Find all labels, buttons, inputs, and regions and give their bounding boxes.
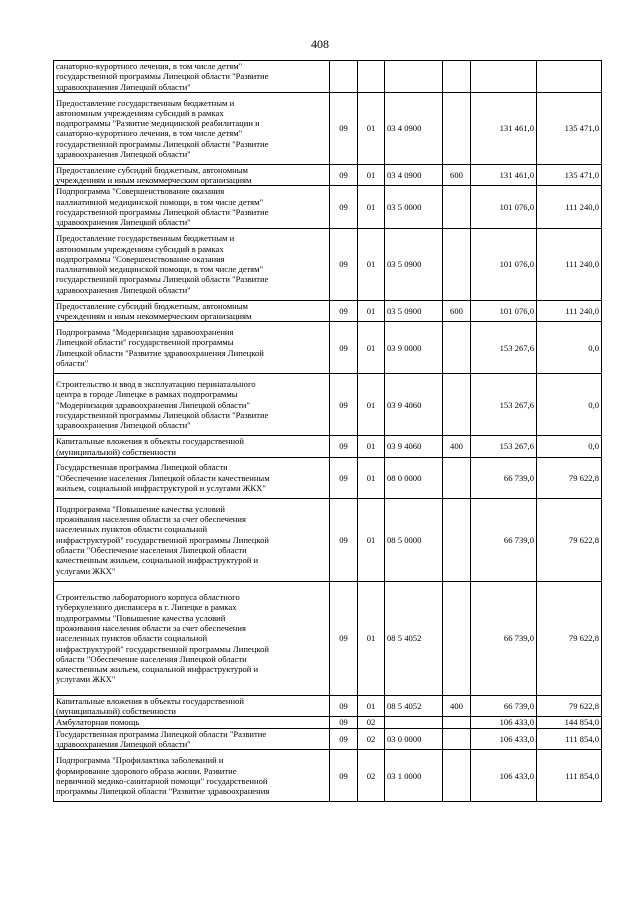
amount-year2-cell: 135 471,0 xyxy=(537,164,602,186)
amount-year1-cell xyxy=(471,61,537,93)
item-code-cell: 03 9 4060 xyxy=(385,436,443,458)
item-name-line: первичной медико-санитарной помощи" государственной xyxy=(56,775,268,786)
table-row xyxy=(54,61,602,93)
expense-type-cell xyxy=(443,581,471,695)
table-row xyxy=(54,695,602,717)
table-row xyxy=(54,322,602,374)
table-row xyxy=(54,750,602,802)
item-name-line: инфраструктурой" государственной программы Липецкой xyxy=(56,534,269,545)
item-name-line: населенных пунктов области социальной xyxy=(56,633,208,644)
amount-year2-cell: 79 622,8 xyxy=(537,498,602,581)
item-name-line: санаторно-курортного лечения, в том числе детям" xyxy=(56,61,243,71)
item-name-line: Липецкой области "Развитие здравоохранения Липецкой xyxy=(56,347,264,358)
item-code-cell: 03 1 0000 xyxy=(385,750,443,802)
item-name-line: здравоохранения Липецкой области" xyxy=(56,81,191,92)
item-name-line: Предоставление субсидий бюджетным, автономным xyxy=(56,300,248,311)
expense-type-cell xyxy=(443,61,471,93)
amount-year1-cell: 131 461,0 xyxy=(471,164,537,186)
item-name-line: санаторно-курортного лечения, в том числе детям" xyxy=(56,128,243,139)
amount-year2-cell: 79 622,8 xyxy=(537,695,602,717)
item-name-line: жильем, социальной инфраструктурой и услугами ЖКХ" xyxy=(56,483,266,493)
table-row xyxy=(54,186,602,228)
item-code-cell: 03 5 0900 xyxy=(385,228,443,300)
item-name-line: здравоохранения Липецкой области" xyxy=(56,217,191,228)
subsection-code-cell: 02 xyxy=(358,717,385,728)
expense-type-cell xyxy=(443,228,471,300)
item-name-line: области "Обеспечение населения Липецкой области xyxy=(56,545,247,555)
subsection-code-cell: 01 xyxy=(358,498,385,581)
item-name-line: подпрограммы "Развитие медицинской реабилитации и xyxy=(56,118,260,129)
amount-year2-cell xyxy=(537,61,602,93)
expense-type-cell: 600 xyxy=(443,164,471,186)
item-name-line: государственной программы Липецкой области "Развитие xyxy=(56,207,269,218)
subsection-code-cell: 01 xyxy=(358,228,385,300)
amount-year2-cell: 111 854,0 xyxy=(537,750,602,802)
item-name-cell xyxy=(54,695,330,717)
item-name-line: подпрограммы "Совершенствование оказания xyxy=(56,253,225,264)
item-name-line: (муниципальной) собственности xyxy=(56,446,176,457)
item-name-line: государственной программы Липецкой области "Развитие xyxy=(56,274,269,285)
item-name-line: качественным жильем, социальной инфраструктурой и xyxy=(56,664,259,675)
amount-year1-cell: 153 267,6 xyxy=(471,436,537,458)
subsection-code-cell: 01 xyxy=(358,164,385,186)
item-code-cell xyxy=(385,717,443,728)
item-name-cell xyxy=(54,322,330,374)
section-code-cell: 09 xyxy=(330,436,358,458)
item-name-line: Подпрограмма "Модернизация здравоохранения xyxy=(56,327,234,338)
item-name-line: Строительство и ввод в эксплуатацию перинатального xyxy=(56,379,256,390)
amount-year2-cell: 111 240,0 xyxy=(537,228,602,300)
section-code-cell: 09 xyxy=(330,322,358,374)
amount-year2-cell: 111 240,0 xyxy=(537,186,602,228)
item-name-cell xyxy=(54,581,330,695)
item-name-line: подпрограммы "Повышение качества условий xyxy=(56,612,226,623)
item-code-cell: 08 5 4052 xyxy=(385,695,443,717)
section-code-cell: 09 xyxy=(330,750,358,802)
item-name-cell xyxy=(54,61,330,93)
table-row xyxy=(54,581,602,695)
budget-table xyxy=(53,60,602,802)
item-name-line: (муниципальной) собственности xyxy=(56,706,176,717)
table-row xyxy=(54,436,602,458)
budget-table-body xyxy=(54,61,602,802)
item-name-line: Предоставление государственным бюджетным и xyxy=(56,233,235,244)
item-name-line: "Модернизация здравоохранения Липецкой области" xyxy=(56,399,250,410)
item-name-line: учреждениям и иным некоммерческим организациям xyxy=(56,310,252,321)
table-row xyxy=(54,457,602,498)
amount-year2-cell: 135 471,0 xyxy=(537,92,602,164)
item-name-line: Подпрограмма "Профилактика заболеваний и xyxy=(56,755,224,766)
section-code-cell: 09 xyxy=(330,92,358,164)
section-code-cell: 09 xyxy=(330,717,358,728)
item-name-line: услугами ЖКХ" xyxy=(56,565,116,576)
subsection-code-cell: 01 xyxy=(358,322,385,374)
item-name-cell xyxy=(54,164,330,186)
item-name-line: Амбулаторная помощь xyxy=(56,717,140,728)
section-code-cell: 09 xyxy=(330,164,358,186)
item-name-line: автономным учреждениям субсидий в рамках xyxy=(56,107,224,118)
table-row xyxy=(54,92,602,164)
item-name-line: Государственная программа Липецкой области "Развитие xyxy=(56,728,267,739)
section-code-cell: 09 xyxy=(330,498,358,581)
amount-year2-cell: 111 854,0 xyxy=(537,728,602,750)
item-name-line: автономным учреждениям субсидий в рамках xyxy=(56,243,224,254)
item-name-line: Предоставление государственным бюджетным и xyxy=(56,97,235,108)
section-code-cell: 09 xyxy=(330,728,358,750)
expense-type-cell xyxy=(443,728,471,750)
subsection-code-cell: 01 xyxy=(358,92,385,164)
item-name-cell xyxy=(54,374,330,436)
amount-year2-cell: 0,0 xyxy=(537,374,602,436)
table-row xyxy=(54,228,602,300)
item-name-line: Подпрограмма "Совершенствование оказания xyxy=(56,186,225,197)
section-code-cell xyxy=(330,61,358,93)
table-row xyxy=(54,300,602,322)
amount-year1-cell: 106 433,0 xyxy=(471,717,537,728)
section-code-cell: 09 xyxy=(330,300,358,322)
item-code-cell: 03 9 0000 xyxy=(385,322,443,374)
table-row xyxy=(54,717,602,728)
item-code-cell: 03 5 0000 xyxy=(385,186,443,228)
amount-year2-cell: 111 240,0 xyxy=(537,300,602,322)
item-name-line: формирование здорового образа жизни. Развитие xyxy=(56,765,237,776)
item-name-cell xyxy=(54,92,330,164)
item-name-line: качественным жильем, социальной инфраструктурой и xyxy=(56,555,259,566)
item-name-line: программы Липецкой области "Развитие здравоохранения xyxy=(56,786,270,797)
expense-type-cell xyxy=(443,374,471,436)
item-name-cell xyxy=(54,228,330,300)
item-name-cell xyxy=(54,717,330,728)
subsection-code-cell xyxy=(358,61,385,93)
amount-year2-cell: 0,0 xyxy=(537,322,602,374)
item-name-line: здравоохранения Липецкой области" xyxy=(56,284,191,295)
item-code-cell: 08 5 0000 xyxy=(385,498,443,581)
item-name-line: здравоохранения Липецкой области" xyxy=(56,420,191,431)
expense-type-cell xyxy=(443,186,471,228)
item-name-cell xyxy=(54,457,330,498)
subsection-code-cell: 01 xyxy=(358,374,385,436)
expense-type-cell xyxy=(443,92,471,164)
subsection-code-cell: 01 xyxy=(358,581,385,695)
expense-type-cell xyxy=(443,717,471,728)
item-name-cell xyxy=(54,436,330,458)
expense-type-cell xyxy=(443,750,471,802)
item-name-line: центра в городе Липецке в рамках подпрограммы xyxy=(56,389,238,400)
item-name-line: здравоохранения Липецкой области" xyxy=(56,148,191,159)
table-row xyxy=(54,728,602,750)
item-name-line: Капитальные вложения в объекты государственной xyxy=(56,436,244,447)
section-code-cell: 09 xyxy=(330,695,358,717)
item-name-cell xyxy=(54,186,330,228)
item-name-line: здравоохранения Липецкой области" xyxy=(56,739,191,750)
subsection-code-cell: 01 xyxy=(358,695,385,717)
subsection-code-cell: 01 xyxy=(358,186,385,228)
amount-year2-cell: 79 622,8 xyxy=(537,581,602,695)
section-code-cell: 09 xyxy=(330,374,358,436)
item-name-line: области "Обеспечение населения Липецкой области xyxy=(56,653,247,664)
subsection-code-cell: 02 xyxy=(358,750,385,802)
amount-year1-cell: 153 267,6 xyxy=(471,322,537,374)
item-code-cell: 03 9 4060 xyxy=(385,374,443,436)
item-name-line: услугами ЖКХ" xyxy=(56,674,116,685)
item-name-line: Строительство лабораторного корпуса областного xyxy=(56,592,240,603)
page-number: 408 xyxy=(311,37,329,51)
amount-year1-cell: 101 076,0 xyxy=(471,228,537,300)
amount-year2-cell: 0,0 xyxy=(537,436,602,458)
item-name-line: населенных пунктов области социальной xyxy=(56,524,208,535)
expense-type-cell xyxy=(443,457,471,498)
amount-year1-cell: 66 739,0 xyxy=(471,457,537,498)
item-name-line: государственной программы Липецкой области "Развитие xyxy=(56,71,269,82)
item-name-line: государственной программы Липецкой области "Развитие xyxy=(56,138,269,149)
amount-year1-cell: 101 076,0 xyxy=(471,300,537,322)
item-name-cell xyxy=(54,300,330,322)
item-name-line: учреждениям и иным некоммерческим организациям xyxy=(56,175,252,186)
item-name-line: области" xyxy=(56,358,89,369)
item-name-line: проживания населения области за счет обеспечения xyxy=(56,514,246,525)
item-name-cell xyxy=(54,498,330,581)
item-code-cell: 08 0 0000 xyxy=(385,457,443,498)
amount-year1-cell: 66 739,0 xyxy=(471,695,537,717)
table-row xyxy=(54,498,602,581)
amount-year2-cell: 144 854,0 xyxy=(537,717,602,728)
section-code-cell: 09 xyxy=(330,457,358,498)
amount-year1-cell: 66 739,0 xyxy=(471,498,537,581)
table-row xyxy=(54,164,602,186)
subsection-code-cell: 02 xyxy=(358,728,385,750)
item-name-line: Липецкой области" государственной программы xyxy=(56,337,234,348)
section-code-cell: 09 xyxy=(330,228,358,300)
item-name-line: паллиативной медицинской помощи, в том числе детям" xyxy=(56,264,264,275)
section-code-cell: 09 xyxy=(330,581,358,695)
expense-type-cell: 400 xyxy=(443,436,471,458)
section-code-cell: 09 xyxy=(330,186,358,228)
expense-type-cell xyxy=(443,498,471,581)
item-name-line: Подпрограмма "Повышение качества условий xyxy=(56,503,225,514)
amount-year2-cell: 79 622,8 xyxy=(537,457,602,498)
amount-year1-cell: 131 461,0 xyxy=(471,92,537,164)
item-name-line: государственной программы Липецкой области "Развитие xyxy=(56,409,269,420)
item-code-cell: 03 4 0900 xyxy=(385,92,443,164)
table-row xyxy=(54,374,602,436)
amount-year1-cell: 106 433,0 xyxy=(471,728,537,750)
item-name-line: "Обеспечение населения Липецкой области качественным xyxy=(56,472,270,483)
amount-year1-cell: 106 433,0 xyxy=(471,750,537,802)
item-name-line: туберкулезного диспансера в г. Липецке в рамках xyxy=(56,602,237,613)
item-name-line: Государственная программа Липецкой области xyxy=(56,462,228,473)
item-name-line: паллиативной медицинской помощи, в том числе детям" xyxy=(56,196,264,207)
item-name-cell xyxy=(54,728,330,750)
item-code-cell: 03 0 0000 xyxy=(385,728,443,750)
expense-type-cell: 600 xyxy=(443,300,471,322)
item-code-cell xyxy=(385,61,443,93)
item-code-cell: 03 5 0900 xyxy=(385,300,443,322)
expense-type-cell: 400 xyxy=(443,695,471,717)
item-name-line: проживания населения области за счет обеспечения xyxy=(56,622,246,633)
amount-year1-cell: 101 076,0 xyxy=(471,186,537,228)
amount-year1-cell: 66 739,0 xyxy=(471,581,537,695)
item-name-cell xyxy=(54,750,330,802)
item-name-line: инфраструктурой" государственной программы Липецкой xyxy=(56,643,269,654)
item-name-line: Предоставление субсидий бюджетным, автономным xyxy=(56,164,248,175)
amount-year1-cell: 153 267,6 xyxy=(471,374,537,436)
subsection-code-cell: 01 xyxy=(358,436,385,458)
item-name-line: Капитальные вложения в объекты государственной xyxy=(56,695,244,706)
item-code-cell: 03 4 0900 xyxy=(385,164,443,186)
subsection-code-cell: 01 xyxy=(358,300,385,322)
expense-type-cell xyxy=(443,322,471,374)
item-code-cell: 08 5 4052 xyxy=(385,581,443,695)
subsection-code-cell: 01 xyxy=(358,457,385,498)
